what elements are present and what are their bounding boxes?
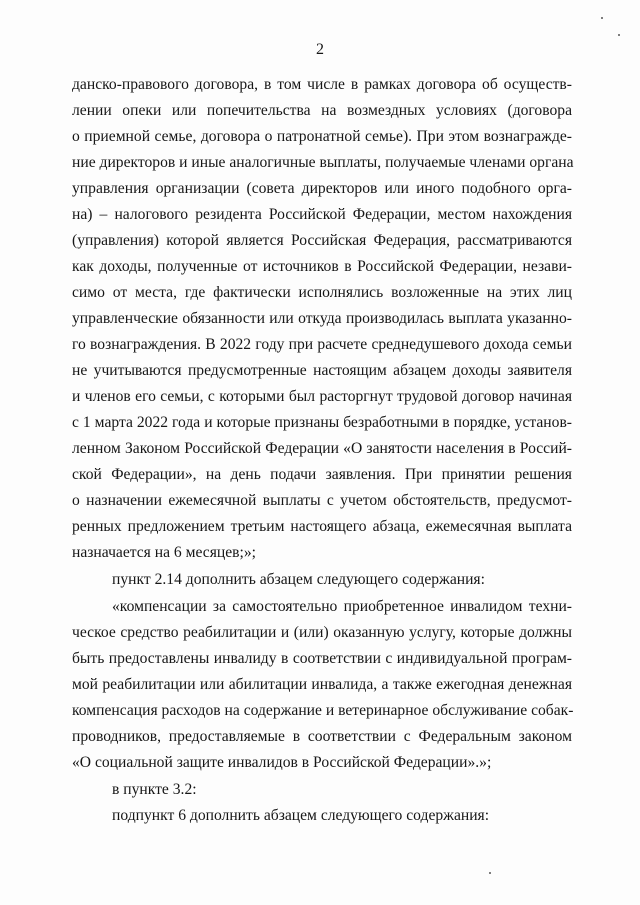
text-line: не учитываются предусмотренные настоящим абзацем доходы заявителя — [72, 362, 572, 379]
text-line: ческое средство реабилитации и (или) оказанную услугу, которые должны — [72, 624, 572, 641]
text-line: о приемной семье, договора о патронатной семье). При этом вознагражде- — [72, 128, 572, 145]
text-line: проводников, предоставляемые в соответствии с Федеральным законом — [72, 728, 572, 745]
text-line: компенсация расходов на содержание и ветеринарное обслуживание собак- — [72, 702, 574, 719]
text-line: как доходы, полученные от источников в Российской Федерации, незави- — [72, 258, 572, 275]
text-line: быть предоставлены инвалиду в соответствии с индивидуальной програм- — [72, 650, 572, 667]
text-line: мой реабилитации или абилитации инвалида, а также ежегодная денежная — [72, 676, 572, 693]
text-line: «компенсации за самостоятельно приобретенное инвалидом техни- — [112, 598, 572, 615]
text-line: симо от места, где фактически исполнялись возложенные на этих лиц — [72, 284, 572, 301]
text-line: (управления) которой является Российская Федерация, рассматриваются — [72, 232, 572, 249]
page-number: 2 — [316, 41, 324, 58]
text-line: управленческие обязанности или откуда производилась выплата указанно- — [72, 310, 572, 327]
scan-speck — [618, 34, 620, 36]
text-line: в пункте 3.2: — [112, 781, 197, 798]
text-line: с 1 марта 2022 года и которые признаны безработными в порядке, установ- — [72, 414, 572, 431]
text-line: лении опеки или попечительства на возмездных условиях (договора — [72, 102, 572, 119]
scan-speck — [489, 872, 491, 874]
text-line: управления организации (совета директоров или иного подобного орга- — [72, 180, 572, 197]
text-line: данско-правового договора, в том числе в рамках договора об осуществ- — [72, 76, 572, 93]
text-line: ние директоров и иные аналогичные выплаты, получаемые членами органа — [72, 154, 574, 171]
text-line: ренных предложением третьим настоящего абзаца, ежемесячная выплата — [72, 518, 572, 535]
text-line: ской Федерации», на день подачи заявления. При принятии решения — [72, 466, 572, 483]
text-line: о назначении ежемесячной выплаты с учетом обстоятельств, предусмот- — [72, 492, 572, 509]
text-line: назначается на 6 месяцев;»; — [72, 544, 256, 561]
text-line: на) – налогового резидента Российской Федерации, местом нахождения — [72, 206, 572, 223]
scan-speck — [601, 17, 603, 19]
text-line: го вознаграждения. В 2022 году при расчете среднедушевого дохода семьи — [72, 336, 572, 353]
text-line: «О социальной защите инвалидов в Российской Федерации».»; — [72, 754, 492, 771]
text-line: и членов его семьи, с которыми был расторгнут трудовой договор начиная — [72, 388, 572, 405]
text-line: подпункт 6 дополнить абзацем следующего содержания: — [112, 807, 490, 824]
text-line: ленном Законом Российской Федерации «О занятости населения в Россий- — [72, 440, 572, 457]
text-line: пункт 2.14 дополнить абзацем следующего содержания: — [112, 571, 485, 588]
